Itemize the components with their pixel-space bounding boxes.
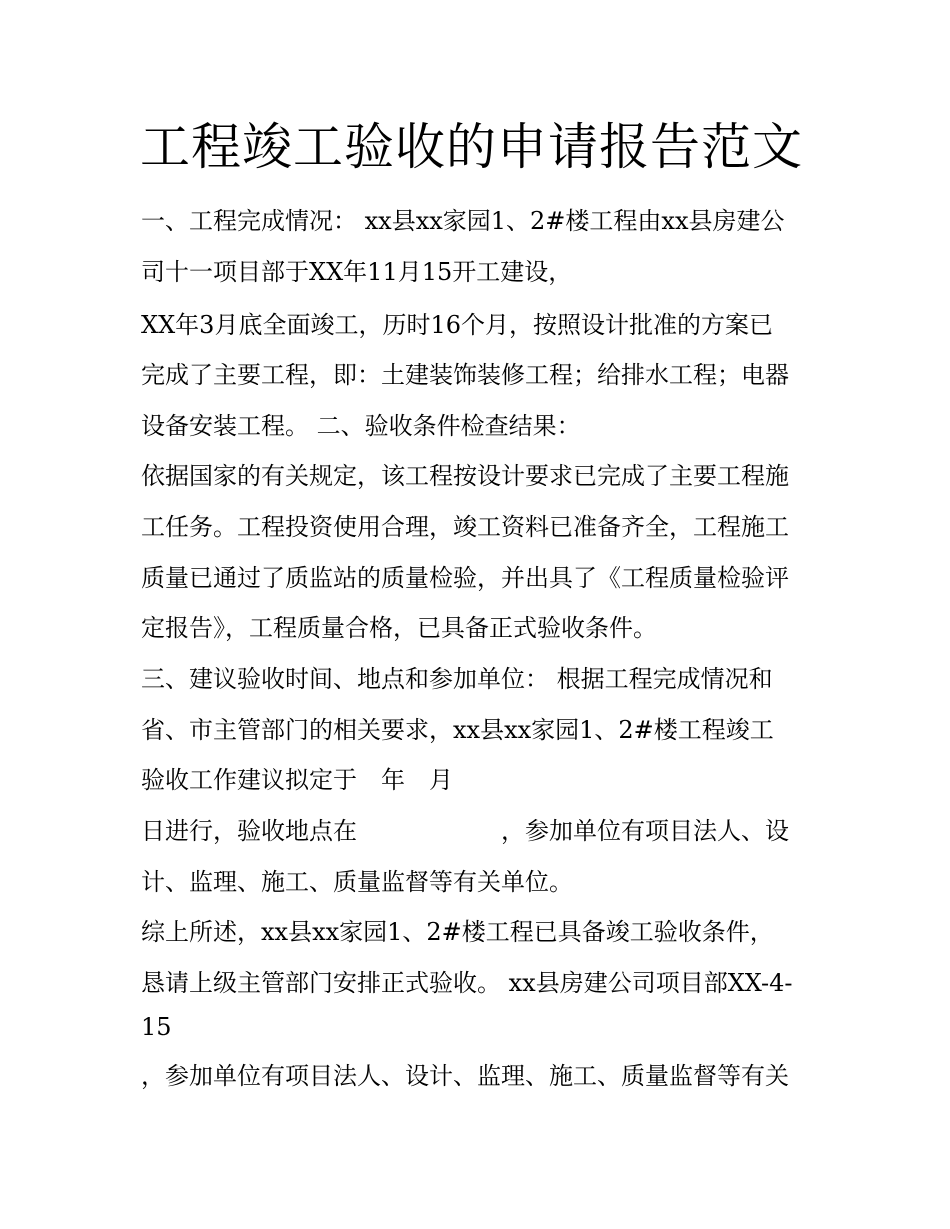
paragraph-line: 省、市主管部门的相关要求，xx县xx家园1、2#楼工程竣工 [141,716,774,744]
paragraph-line: 15 [141,1013,172,1041]
paragraph-line: 综上所述，xx县xx家园1、2#楼工程已具备竣工验收条件， [141,918,774,946]
paragraph-line: 日进行，验收地点在 ，参加单位有项目法人、设 [141,817,789,845]
paragraph-line: 定报告》，工程质量合格，已具备正式验收条件。 [141,614,657,642]
paragraph-line: 计、监理、施工、质量监督等有关单位。 [141,868,573,896]
paragraph-line: 依据国家的有关规定，该工程按设计要求已完成了主要工程施 [141,462,789,490]
paragraph-line: ，参加单位有项目法人、设计、监理、施工、质量监督等有关 [141,1062,789,1090]
paragraph-line: 验收工作建议拟定于 年 月 [141,766,453,794]
paragraph-line: 恳请上级主管部门安排正式验收。 xx县房建公司项目部XX-4- [141,969,793,997]
paragraph-line: 质量已通过了质监站的质量检验，并出具了《工程质量检验评 [141,564,789,592]
paragraph-line: 设备安装工程。 二、验收条件检查结果： [141,412,581,440]
paragraph-line: 工任务。工程投资使用合理，竣工资料已准备齐全，工程施工 [141,513,789,541]
paragraph-line: XX年3月底全面竣工，历时16个月，按照设计批准的方案已 [141,311,773,339]
paragraph-line: 完成了主要工程，即：土建装饰装修工程；给排水工程；电器 [141,361,789,389]
paragraph-line: 三、建议验收时间、地点和参加单位： 根据工程完成情况和 [141,665,773,693]
paragraph-line: 司十一项目部于XX年11月15开工建设， [141,258,573,286]
document-title: 工程竣工验收的申请报告范文 [140,118,803,176]
paragraph-line: 一、工程完成情况： xx县xx家园1、2#楼工程由xx县房建公 [141,207,785,235]
